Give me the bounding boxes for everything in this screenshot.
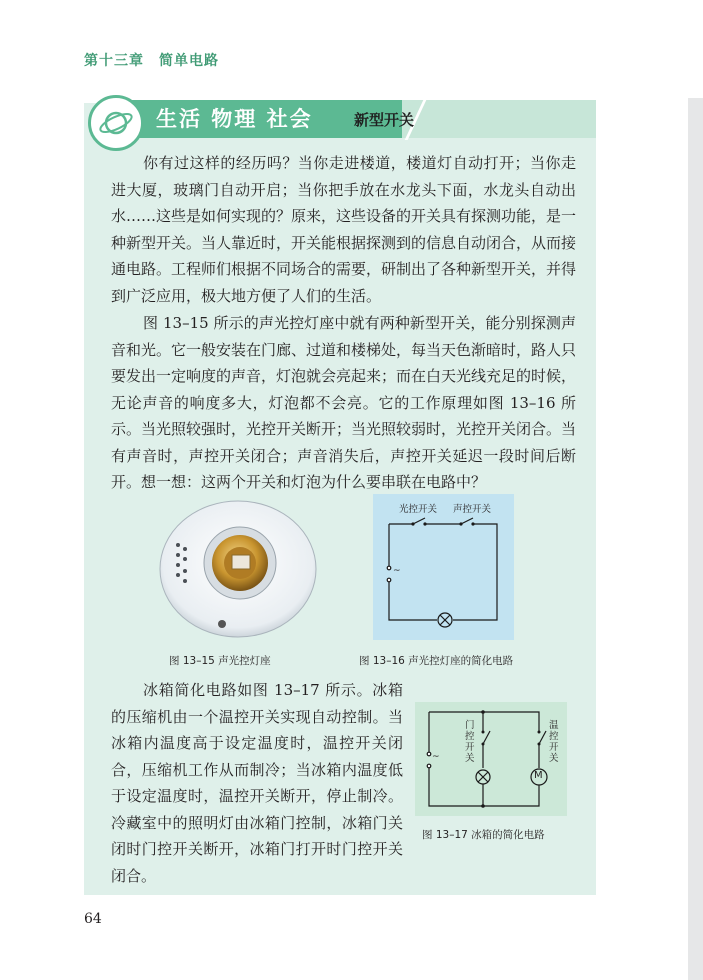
ac-source-symbol: ~ <box>393 566 401 576</box>
fridge-circuit-diagram <box>415 702 567 816</box>
banner-title: 生活 物理 社会 <box>156 107 313 131</box>
paragraph-fridge: 冰箱简化电路如图 13–17 所示。冰箱的压缩机由一个温控开关实现自动控制。当冰箱内温度高于设定温度时，温控开关闭合，压缩机工作从而制冷；当冰箱内温度低于设定温度时，温控开关断开，停止制冷。冷藏室中的照明灯由冰箱门控制，冰箱门关闭时门控开关断开，冰箱门打开时门控开关闭合。 <box>111 681 403 885</box>
feature-banner <box>84 100 596 138</box>
figure-13-15-caption: 图 13–15 声光控灯座 <box>169 655 271 667</box>
label-temp-switch: 温控开关 <box>549 720 559 764</box>
paragraph-sound-light: 图 13–15 所示的声光控灯座中就有两种新型开关，能分别探测声音和光。它一般安装在门廊、过道和楼梯处，每当天色渐暗时，路人只要发出一定响度的声音，灯泡就会亮起来；而在白天光线充足的时候，无论声音的响度多大，灯泡都不会亮。它的工作原理如图 13–16 所示。当光照较强时，光控开关断开；当光照较弱时，光控开关闭合。当有声音时，声控开关闭合；声音消失后，声控开关延迟一段时间后断开。想一想：这两个开关和灯泡为什么要串联在电路中？ <box>111 314 577 491</box>
page-edge <box>688 98 703 980</box>
label-sound-switch: 声控开关 <box>453 504 492 515</box>
paragraph-intro: 你有过这样的经历吗？当你走进楼道，楼道灯自动打开；当你走进大厦，玻璃门自动开启；当你把手放在水龙头下面，水龙头自动出水……这些是如何实现的？原来，这些设备的开关具有探测功能，是一种新型开关。当人靠近时，开关能根据探测到的信息自动闭合，从而接通电路。工程师们根据不同场合的需要，研制出了各种新型开关，并得到广泛应用，极大地方便了人们的生活。 <box>111 154 577 305</box>
planet-icon <box>88 95 144 151</box>
page-number: 64 <box>84 911 102 927</box>
banner-subtitle: 新型开关 <box>354 111 415 129</box>
label-door-switch: 门控开关 <box>465 720 475 764</box>
figure-13-17-caption: 图 13–17 冰箱的简化电路 <box>422 829 545 841</box>
circuit-diagram-13-16 <box>373 494 514 640</box>
ac-source-symbol: ~ <box>432 752 440 762</box>
label-light-switch: 光控开关 <box>399 504 438 515</box>
figure-13-16-caption: 图 13–16 声光控灯座的简化电路 <box>359 655 514 667</box>
lamp-holder-photo <box>158 497 318 640</box>
chapter-header: 第十三章 简单电路 <box>84 53 219 69</box>
motor-symbol: M <box>534 770 543 781</box>
banner-sub-bar <box>402 100 596 138</box>
